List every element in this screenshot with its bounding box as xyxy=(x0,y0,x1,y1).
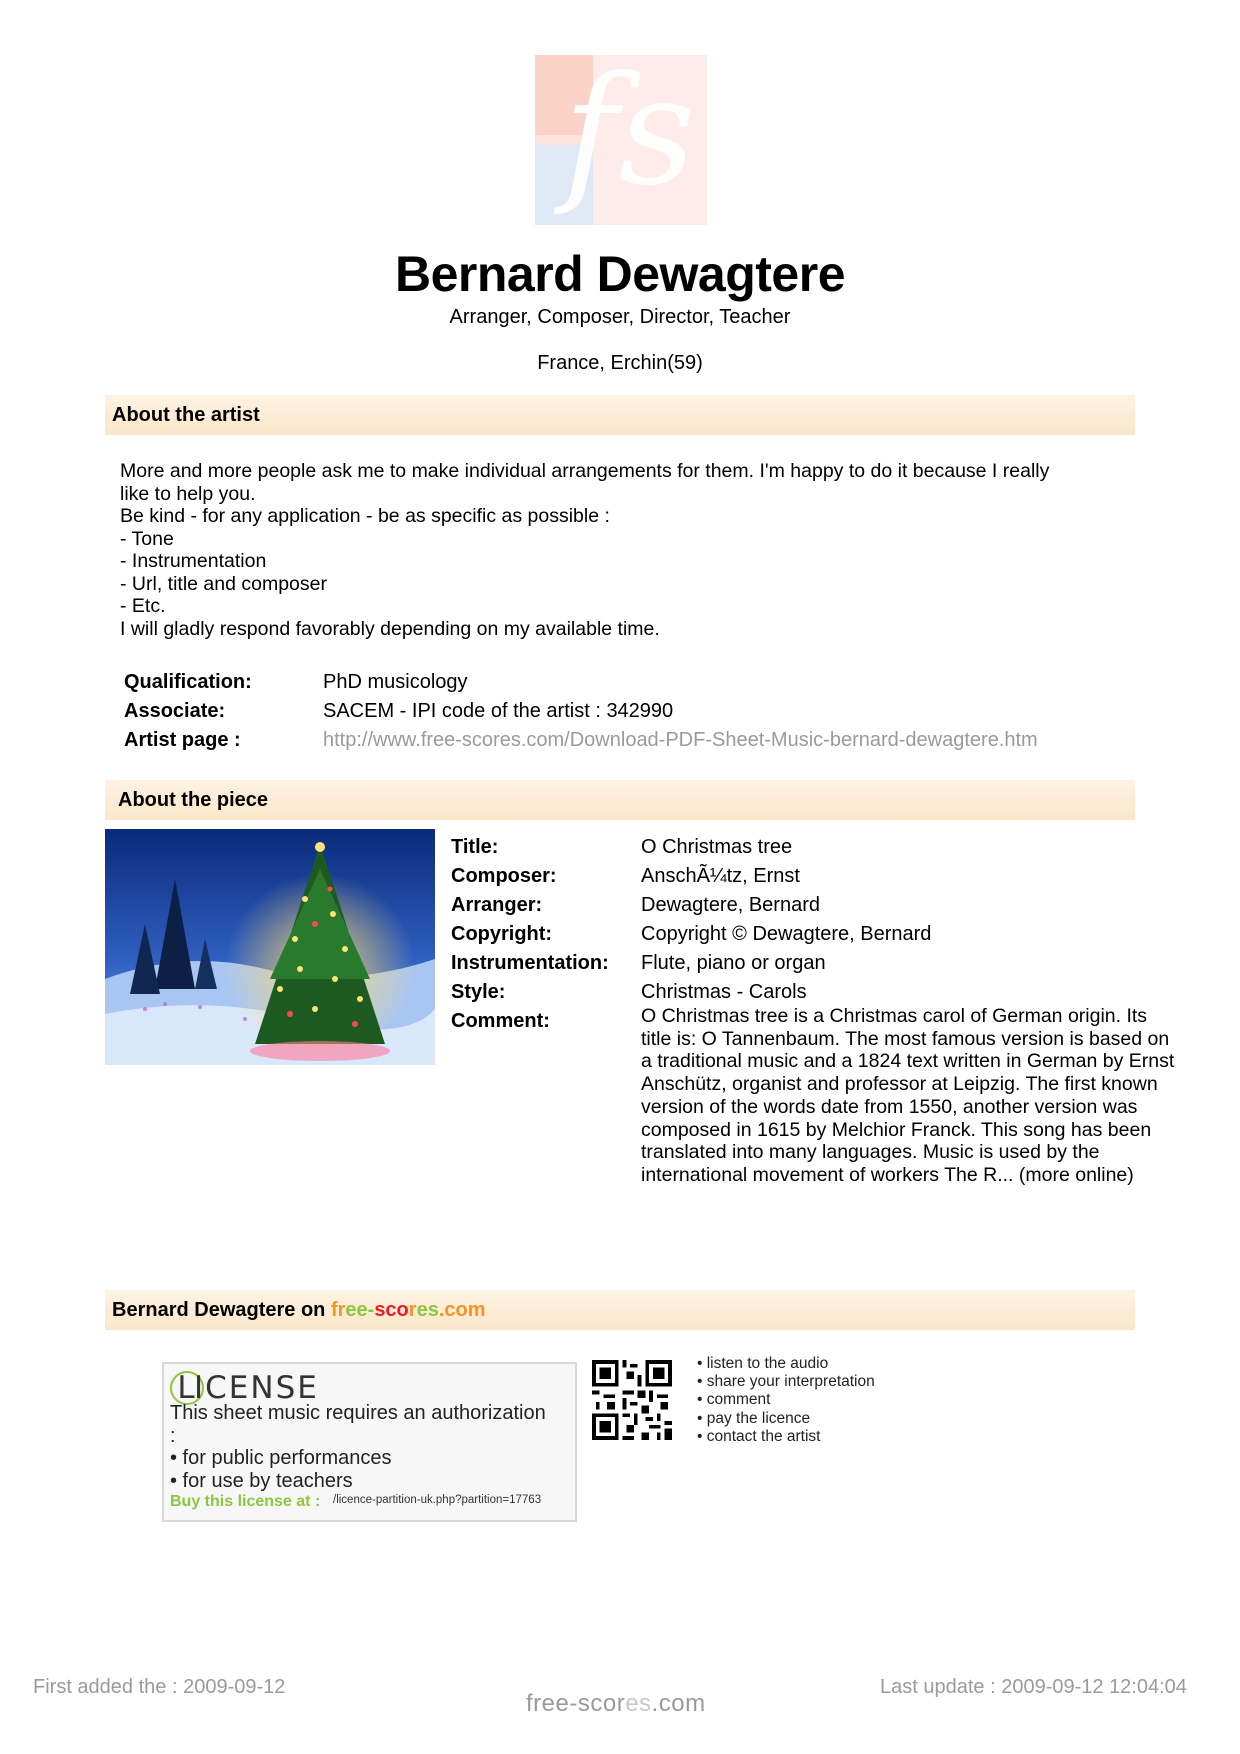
style-value: Christmas - Carols xyxy=(641,981,807,1003)
associate-value: SACEM - IPI code of the artist : 342990 xyxy=(323,700,674,722)
associate-label: Associate: xyxy=(124,700,226,722)
action-listen-audio[interactable]: • listen to the audio xyxy=(697,1355,829,1372)
comment-line: composed in 1615 by Melchior Franck. This song has been xyxy=(641,1118,1152,1141)
composer-value: AnschÃ¼tz, Ernst xyxy=(641,865,800,887)
artist-name: Bernard Dewagtere xyxy=(395,246,845,302)
svg-text:fs: fs xyxy=(563,55,696,219)
first-added-date: First added the : 2009-09-12 xyxy=(33,1676,286,1698)
comment-line: Anschütz, organist and professor at Leipzig. The first known xyxy=(641,1073,1158,1096)
footer-logo-part: es xyxy=(625,1690,652,1717)
comment-line: translated into many languages. Music is used by the xyxy=(641,1141,1100,1164)
comment-label: Comment: xyxy=(451,1010,550,1032)
about-artist-heading: About the artist xyxy=(105,395,1135,435)
about-piece-heading: About the piece xyxy=(105,780,1135,820)
license-line: • for public performances xyxy=(170,1447,392,1469)
action-comment[interactable]: • comment xyxy=(697,1391,771,1409)
buy-license-link[interactable]: /licence-partition-uk.php?partition=17763 xyxy=(333,1494,542,1506)
site-part: sco xyxy=(374,1299,409,1321)
bio-line: - Url, title and composer xyxy=(120,572,327,595)
license-line: : xyxy=(170,1424,176,1447)
comment-text xyxy=(641,1005,1216,1187)
site-part: es xyxy=(416,1299,439,1321)
style-label: Style: xyxy=(451,981,506,1003)
comment-line: O Christmas tree is a Christmas carol of German origin. Its xyxy=(641,1005,1148,1027)
bio-line: Be kind - for any application - be as specific as possible : xyxy=(120,505,610,527)
qr-code[interactable] xyxy=(592,1360,672,1440)
bio-line: - Instrumentation xyxy=(120,550,267,572)
action-list xyxy=(697,1355,875,1446)
footer-logo xyxy=(526,1690,706,1718)
license-line: • for use by teachers xyxy=(170,1469,353,1492)
comment-line: title is: O Tannenbaum. The most famous version is based on xyxy=(641,1027,1170,1050)
arranger-label: Arranger: xyxy=(451,894,543,916)
artist-roles: Arranger, Composer, Director, Teacher xyxy=(449,306,791,328)
comment-line: international movement of workers The R... (more online) xyxy=(641,1163,1134,1186)
license-line: This sheet music requires an authorization xyxy=(170,1402,546,1424)
artist-page-link[interactable]: http://www.free-scores.com/Download-PDF-Sheet-Music-bernard-dewagtere.htm xyxy=(323,729,1038,751)
qualification-label: Qualification: xyxy=(124,671,252,693)
copyright-value: Copyright © Dewagtere, Bernard xyxy=(641,923,932,945)
instrumentation-value: Flute, piano or organ xyxy=(641,952,826,974)
last-update-date: Last update : 2009-09-12 12:04:04 xyxy=(880,1676,1187,1698)
footer-logo-part: free-scor xyxy=(526,1690,626,1717)
license-title-initial: L xyxy=(170,1371,204,1405)
bio-line: - Tone xyxy=(120,527,174,550)
action-pay-licence[interactable]: • pay the licence xyxy=(697,1409,811,1427)
bio-line: More and more people ask me to make individual arrangements for them. I'm happy to do it because I really xyxy=(120,460,1050,482)
license-title xyxy=(170,1370,319,1406)
christmas-tree-image xyxy=(105,829,435,1065)
buy-license-label: Buy this license at : xyxy=(170,1493,321,1510)
site-part: ee- xyxy=(345,1299,375,1321)
site-part: fr xyxy=(330,1299,346,1321)
title-label: Title: xyxy=(451,836,499,858)
bio-line: I will gladly respond favorably depending on my available time. xyxy=(120,617,660,640)
title-value: O Christmas tree xyxy=(641,836,793,858)
license-text xyxy=(170,1402,570,1492)
artist-location: France, Erchin(59) xyxy=(537,352,703,374)
artist-bio xyxy=(120,460,1130,640)
license-title-rest: ICENSE xyxy=(194,1370,319,1406)
artist-page-label: Artist page : xyxy=(124,729,241,751)
on-free-scores-prefix: Bernard Dewagtere on xyxy=(112,1299,331,1321)
comment-line: a traditional music and a 1824 text written in German by Ernst xyxy=(641,1050,1175,1073)
site-part: .com xyxy=(438,1299,486,1321)
arranger-value: Dewagtere, Bernard xyxy=(641,894,820,916)
qualification-value: PhD musicology xyxy=(323,671,468,693)
action-contact-artist[interactable]: • contact the artist xyxy=(697,1427,821,1445)
on-free-scores-heading xyxy=(105,1290,1135,1330)
free-scores-logo xyxy=(535,55,707,225)
composer-label: Composer: xyxy=(451,865,557,887)
site-part: r xyxy=(408,1299,417,1321)
footer-logo-part: .com xyxy=(651,1690,706,1717)
bio-line: - Etc. xyxy=(120,595,166,617)
instrumentation-label: Instrumentation: xyxy=(451,952,609,974)
copyright-label: Copyright: xyxy=(451,923,553,945)
bio-line: like to help you. xyxy=(120,482,256,505)
action-share-interpretation[interactable]: • share your interpretation xyxy=(697,1373,875,1391)
comment-line: version of the words date from 1550, another version was xyxy=(641,1095,1138,1118)
